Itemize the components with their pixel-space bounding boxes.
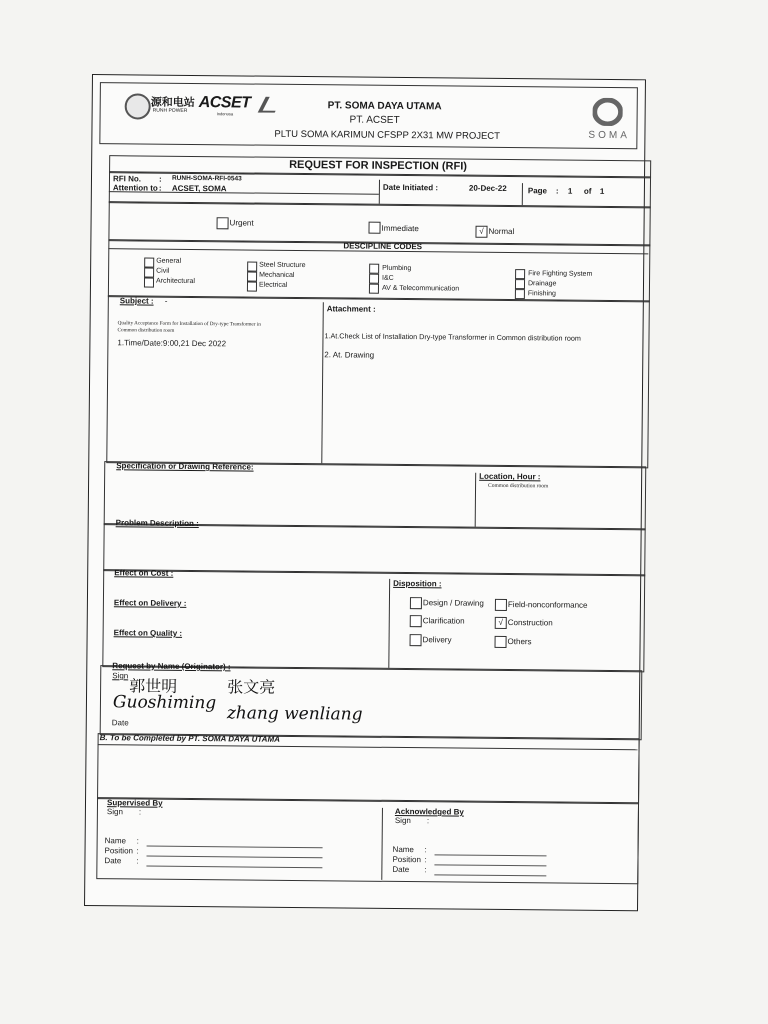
acknowledged-name-colon: :: [424, 845, 427, 855]
subject-time: 1.Time/Date:9:00,21 Dec 2022: [117, 338, 227, 349]
date-initiated-value: 20-Dec-22: [468, 183, 507, 193]
date-initiated-label: Date Initiated :: [382, 182, 439, 193]
acknowledged-name-label: Name: [392, 844, 414, 855]
company-sub: PT. ACSET: [349, 114, 400, 126]
design-drawing-label: Design / Drawing: [422, 598, 484, 608]
spec-label: Specification or Drawing Reference:: [116, 461, 254, 472]
discipline-title: DESCIPLINE CODES: [343, 241, 423, 252]
ic-label: I&C: [382, 274, 394, 282]
supervised-sign-label: Sign: [106, 807, 123, 817]
subject-dash: -: [164, 296, 168, 306]
attention-label: Attention to: [112, 183, 158, 193]
av-telecom-checkbox[interactable]: [369, 284, 379, 294]
signature-guoshiming-cn: 郭世明: [129, 676, 178, 696]
form-title: REQUEST FOR INSPECTION (RFI): [289, 158, 468, 173]
subject-line-1: Quality Acceptance Form for Installation of Dry-type Transformer in: [117, 320, 261, 328]
others-label: Others: [507, 637, 532, 647]
plumbing-label: Plumbing: [382, 264, 412, 273]
supervised-sign-colon: :: [138, 807, 142, 817]
steel-structure-label: Steel Structure: [259, 261, 306, 270]
plumbing-checkbox[interactable]: [369, 264, 379, 274]
field-nonconformance-checkbox[interactable]: [495, 599, 507, 611]
signoff-box: [96, 797, 639, 884]
normal-checkbox[interactable]: √: [475, 226, 487, 238]
soma-logo: [593, 98, 623, 126]
urgent-checkbox[interactable]: [217, 217, 229, 229]
acknowledged-label: Acknowledged By: [394, 806, 464, 817]
acknowledged-sign-label: Sign: [394, 815, 411, 826]
acknowledged-date-colon: :: [424, 865, 427, 875]
page-label: Page: [527, 186, 548, 196]
urgent-label: Urgent: [229, 218, 254, 228]
architectural-label: Architectural: [155, 277, 195, 285]
company-main: PT. SOMA DAYA UTAMA: [327, 100, 442, 113]
drainage-label: Drainage: [527, 280, 557, 288]
general-label: General: [156, 257, 182, 265]
location-value: Common distribution room: [488, 482, 549, 490]
signature-guoshiming-en: Guoshiming: [112, 692, 217, 714]
electrical-checkbox[interactable]: [247, 281, 257, 291]
acset-logo: ACSET: [198, 94, 251, 112]
effect-delivery-label: Effect on Delivery :: [113, 598, 187, 608]
page-colon: :: [555, 186, 559, 196]
immediate-label: Immediate: [381, 223, 419, 234]
project-name: PLTU SOMA KARIMUN CFSPP 2X31 MW PROJECT: [274, 128, 501, 142]
location-label: Location, Hour :: [479, 471, 541, 482]
runh-logo: [125, 93, 151, 119]
originator-sign-label: Sign: [112, 671, 129, 681]
finishing-label: Finishing: [527, 290, 556, 298]
clarification-label: Clarification: [422, 616, 465, 626]
rfi-colon: :: [158, 174, 162, 184]
fire-fighting-checkbox[interactable]: [515, 269, 525, 279]
supervised-position-colon: :: [136, 846, 139, 856]
signature-zhangwenliang-cn: 张文亮: [227, 677, 276, 697]
construction-checkbox[interactable]: √: [495, 617, 507, 629]
originator-label: Request by Name (Originator) :: [112, 661, 231, 672]
mechanical-label: Mechanical: [259, 271, 295, 279]
delivery-checkbox[interactable]: [410, 634, 422, 646]
originator-date-label: Date: [111, 718, 129, 728]
page-total: 1: [599, 186, 605, 196]
fire-fighting-label: Fire Fighting System: [528, 270, 593, 278]
effects-disposition-box: [102, 569, 645, 672]
rfi-label: RFI No.: [112, 174, 142, 184]
electrical-label: Electrical: [258, 281, 288, 289]
soma-logo-text: SOMA: [588, 129, 630, 142]
architectural-checkbox[interactable]: [144, 278, 154, 288]
supervised-date-label: Date: [104, 856, 122, 866]
steel-structure-checkbox[interactable]: [247, 261, 257, 271]
rfi-form-page: [84, 74, 646, 911]
section-b-label: B. To be Completed by PT. SOMA DAYA UTAMA: [99, 733, 280, 744]
page-number: 1: [567, 186, 573, 196]
runh-logo-en: RUNH POWER: [152, 107, 188, 114]
acknowledged-position-label: Position: [392, 854, 421, 865]
supervised-date-colon: :: [136, 856, 139, 866]
runh-logo-cn: 源和电站: [150, 95, 195, 109]
finishing-checkbox[interactable]: [515, 289, 525, 299]
acknowledged-date-label: Date: [392, 864, 410, 875]
page-of: of: [583, 186, 592, 196]
rfi-value: RUNH-SOMA-RFI-0543: [171, 174, 242, 183]
delivery-label: Delivery: [422, 635, 452, 645]
subject-label: Subject :: [119, 296, 154, 306]
attention-value: ACSET, SOMA: [171, 183, 227, 194]
general-checkbox[interactable]: [144, 258, 154, 268]
effect-cost-label: Effect on Cost :: [114, 568, 174, 578]
supervised-name-colon: :: [136, 836, 139, 846]
acknowledged-position-colon: :: [424, 855, 427, 865]
supervised-position-label: Position: [104, 846, 134, 856]
attachment-label: Attachment :: [326, 304, 376, 314]
section-b-box: [97, 733, 640, 804]
drainage-checkbox[interactable]: [515, 279, 525, 289]
civil-label: Civil: [156, 267, 170, 275]
problem-box: [103, 523, 645, 576]
signature-zhangwenliang-en: zhang wenliang: [226, 703, 363, 725]
civil-checkbox[interactable]: [144, 268, 154, 278]
mechanical-checkbox[interactable]: [247, 271, 257, 281]
disposition-label: Disposition :: [393, 578, 442, 589]
ic-checkbox[interactable]: [369, 274, 379, 284]
field-nonconformance-label: Field-nonconformance: [507, 600, 588, 610]
acknowledged-sign-colon: :: [426, 816, 430, 826]
attachment-item-2: 2. At. Drawing: [324, 350, 375, 360]
others-checkbox[interactable]: [495, 636, 507, 648]
effect-quality-label: Effect on Quality :: [113, 628, 183, 638]
immediate-checkbox[interactable]: [368, 222, 380, 234]
acset-logo-mark: [256, 97, 276, 113]
construction-label: Construction: [507, 618, 553, 628]
attention-colon: :: [158, 183, 162, 193]
design-drawing-checkbox[interactable]: [410, 597, 422, 609]
supervised-label: Supervised By: [106, 798, 163, 808]
clarification-checkbox[interactable]: [410, 615, 422, 627]
attachment-item-1: 1.At.Check List of Installation Dry-type Transformer in Common distribution room: [324, 331, 581, 343]
supervised-name-label: Name: [104, 836, 127, 846]
subject-line-2: Common distribution room: [117, 327, 175, 334]
problem-label: Problem Description :: [115, 518, 199, 529]
acset-logo-sub: Indonusa: [216, 111, 234, 117]
normal-label: Normal: [488, 226, 515, 237]
av-telecom-label: AV & Telecommunication: [381, 284, 460, 293]
